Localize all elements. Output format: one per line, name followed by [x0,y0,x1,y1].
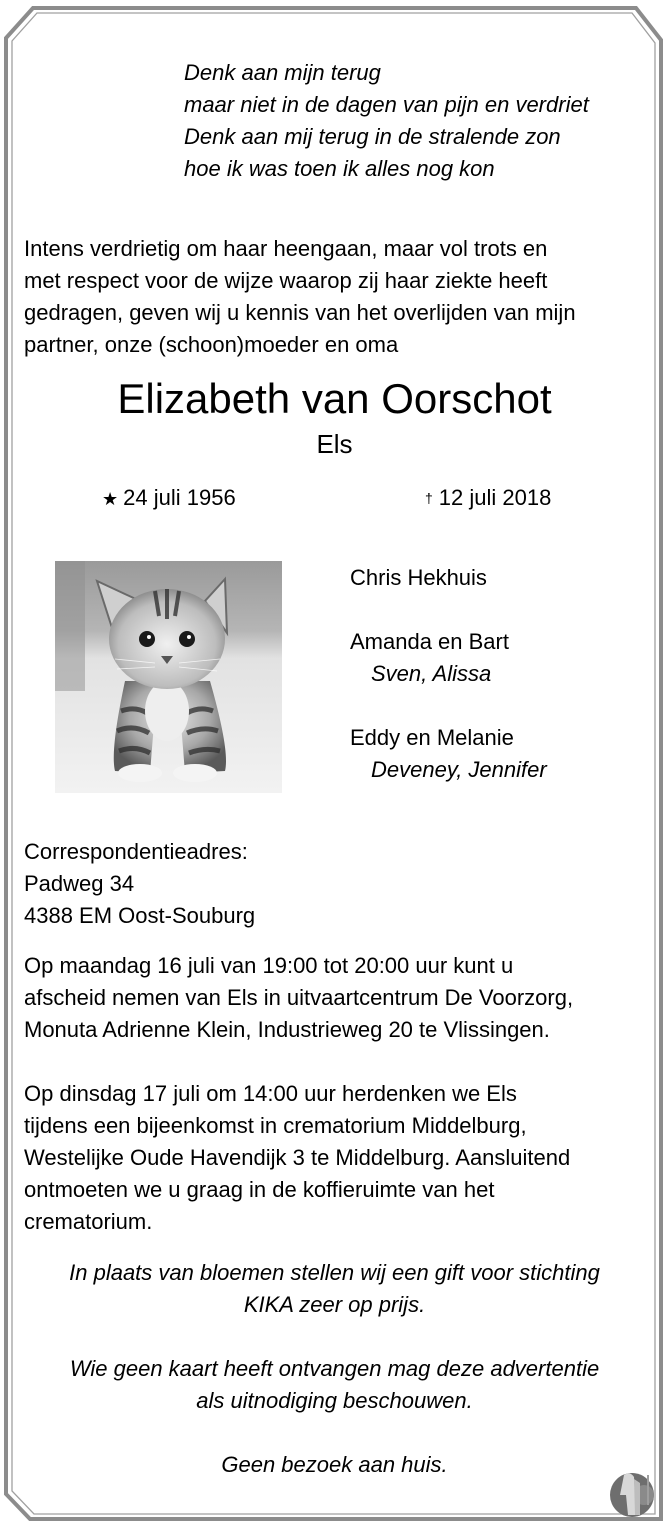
farewell-paragraph [24,950,573,1046]
service-paragraph [24,1078,570,1238]
no-visit-note [0,1449,669,1481]
poem-line: Denk aan mijn terug [184,60,381,85]
deceased-nickname: Els [316,429,353,459]
flowers-line: In plaats van bloemen stellen wij een gift voor stichting [69,1260,600,1285]
kitten-photo [55,561,282,793]
announcement-line: partner, onze (schoon)moeder en oma [24,332,399,357]
invitation-note [0,1353,669,1417]
no-visit-line: Geen bezoek aan huis. [221,1452,448,1477]
service-line: tijdens een bijeenkomst in crematorium Middelburg, [24,1113,527,1138]
poem [184,57,589,185]
flowers-line: KIKA zeer op prijs. [243,1292,426,1317]
farewell-line: afscheid nemen van Els in uitvaartcentrum De Voorzorg, [24,985,574,1010]
birth-date [102,483,236,514]
death-date [425,483,551,513]
family-list [350,562,547,786]
grandchildren: Sven, Alissa [371,661,492,686]
invitation-line: als uitnodiging beschouwen. [196,1388,473,1413]
partner-name: Chris Hekhuis [350,565,487,590]
memorial-people-logo-icon [608,1465,664,1521]
farewell-line: Op maandag 16 juli van 19:00 tot 20:00 uur kunt u [24,953,514,978]
deceased-full-name: Elizabeth van Oorschot [117,375,552,422]
address-postal-city: 4388 EM Oost-Souburg [24,903,256,928]
address-street: Padweg 34 [24,871,135,896]
birth-date-text: 24 juli 1956 [123,485,236,510]
star-icon: ★ [102,489,119,509]
correspondence-address [24,836,255,932]
announcement-text [24,233,576,361]
address-label: Correspondentieadres: [24,839,248,864]
poem-line: maar niet in de dagen van pijn en verdriet [184,92,589,117]
grandchildren: Deveney, Jennifer [371,757,547,782]
service-line: ontmoeten we u graag in de koffieruimte van het [24,1177,495,1202]
child-couple: Amanda en Bart [350,629,509,654]
cross-icon: † [425,490,433,506]
child-couple: Eddy en Melanie [350,725,514,750]
death-date-text: 12 juli 2018 [438,485,552,510]
poem-line: hoe ik was toen ik alles nog kon [184,156,495,181]
service-line: Op dinsdag 17 juli om 14:00 uur herdenken we Els [24,1081,517,1106]
poem-line: Denk aan mij terug in de stralende zon [184,124,561,149]
announcement-line: met respect voor de wijze waarop zij haar ziekte heeft [24,268,548,293]
announcement-line: Intens verdrietig om haar heengaan, maar vol trots en [24,236,548,261]
service-line: Westelijke Oude Havendijk 3 te Middelburg. Aansluitend [24,1145,571,1170]
announcement-line: gedragen, geven wij u kennis van het overlijden van mijn [24,300,576,325]
service-line: crematorium. [24,1209,153,1234]
invitation-line: Wie geen kaart heeft ontvangen mag deze advertentie [69,1356,600,1381]
farewell-line: Monuta Adrienne Klein, Industrieweg 20 te Vlissingen. [24,1017,550,1042]
flowers-note [0,1257,669,1321]
